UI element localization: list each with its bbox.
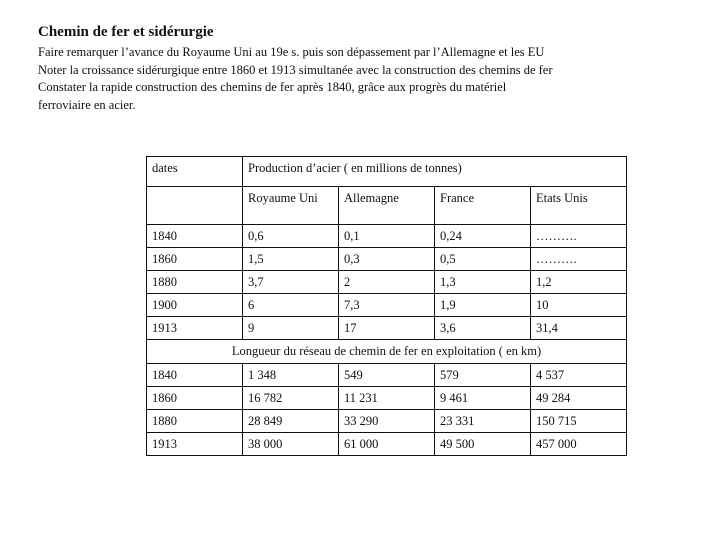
note-line: Noter la croissance sidérurgique entre 1860 et 1913 simultanée avec la construction des chemins de fer <box>38 62 553 77</box>
value-cell: 2 <box>339 271 435 294</box>
table-row <box>147 364 627 387</box>
dates-header: dates <box>147 157 243 187</box>
value-cell: 0,5 <box>435 248 531 271</box>
value-cell: 9 <box>243 317 339 340</box>
page-title: Chemin de fer et sidérurgie <box>38 24 214 40</box>
data-table <box>146 156 627 456</box>
note-line: Constater la rapide construction des chemins de fer après 1840, grâce aux progrès du matériel <box>38 80 507 94</box>
value-cell: 61 000 <box>339 433 435 456</box>
year-cell: 1840 <box>147 364 243 387</box>
country-header: Etats Unis <box>531 187 627 225</box>
value-cell: ………. <box>531 225 627 248</box>
value-cell: 16 782 <box>243 387 339 410</box>
country-header-row <box>147 187 627 225</box>
value-cell: 1,2 <box>531 271 627 294</box>
value-cell: 549 <box>339 364 435 387</box>
value-cell: 0,6 <box>243 225 339 248</box>
value-cell: 4 537 <box>531 364 627 387</box>
value-cell: 0,3 <box>339 248 435 271</box>
table-row <box>147 387 627 410</box>
value-cell: 38 000 <box>243 433 339 456</box>
value-cell: 579 <box>435 364 531 387</box>
rail-header: Longueur du réseau de chemin de fer en exploitation ( en km) <box>147 340 627 364</box>
empty-cell <box>147 187 243 225</box>
note-line: Faire remarquer l’avance du Royaume Uni au 19e s. puis son dépassement par l’Allemagne et les EU <box>38 45 545 59</box>
year-cell: 1840 <box>147 225 243 248</box>
value-cell: 9 461 <box>435 387 531 410</box>
value-cell: 3,7 <box>243 271 339 294</box>
value-cell: 33 290 <box>339 410 435 433</box>
value-cell: 28 849 <box>243 410 339 433</box>
value-cell: 23 331 <box>435 410 531 433</box>
table-header-row <box>147 157 627 187</box>
value-cell: 31,4 <box>531 317 627 340</box>
year-cell: 1860 <box>147 387 243 410</box>
rail-header-row <box>147 340 627 364</box>
table-row <box>147 294 627 317</box>
value-cell: 1,9 <box>435 294 531 317</box>
value-cell: 49 284 <box>531 387 627 410</box>
year-cell: 1900 <box>147 294 243 317</box>
value-cell: 7,3 <box>339 294 435 317</box>
table-row <box>147 317 627 340</box>
value-cell: 0,24 <box>435 225 531 248</box>
value-cell: 150 715 <box>531 410 627 433</box>
table-row <box>147 271 627 294</box>
year-cell: 1860 <box>147 248 243 271</box>
value-cell: 457 000 <box>531 433 627 456</box>
table-row <box>147 225 627 248</box>
value-cell: 49 500 <box>435 433 531 456</box>
value-cell: 1,5 <box>243 248 339 271</box>
value-cell: 11 231 <box>339 387 435 410</box>
note-line: ferroviaire en acier. <box>38 97 136 112</box>
year-cell: 1913 <box>147 433 243 456</box>
value-cell: 6 <box>243 294 339 317</box>
country-header: Royaume Uni <box>243 187 339 225</box>
table-row <box>147 248 627 271</box>
country-header: France <box>435 187 531 225</box>
year-cell: 1880 <box>147 271 243 294</box>
value-cell: ………. <box>531 248 627 271</box>
year-cell: 1880 <box>147 410 243 433</box>
table-row <box>147 433 627 456</box>
steel-header: Production d’acier ( en millions de tonnes) <box>243 157 627 187</box>
value-cell: 1,3 <box>435 271 531 294</box>
value-cell: 3,6 <box>435 317 531 340</box>
year-cell: 1913 <box>147 317 243 340</box>
value-cell: 1 348 <box>243 364 339 387</box>
country-header: Allemagne <box>339 187 435 225</box>
notes <box>38 44 698 114</box>
value-cell: 17 <box>339 317 435 340</box>
value-cell: 10 <box>531 294 627 317</box>
value-cell: 0,1 <box>339 225 435 248</box>
table-row <box>147 410 627 433</box>
